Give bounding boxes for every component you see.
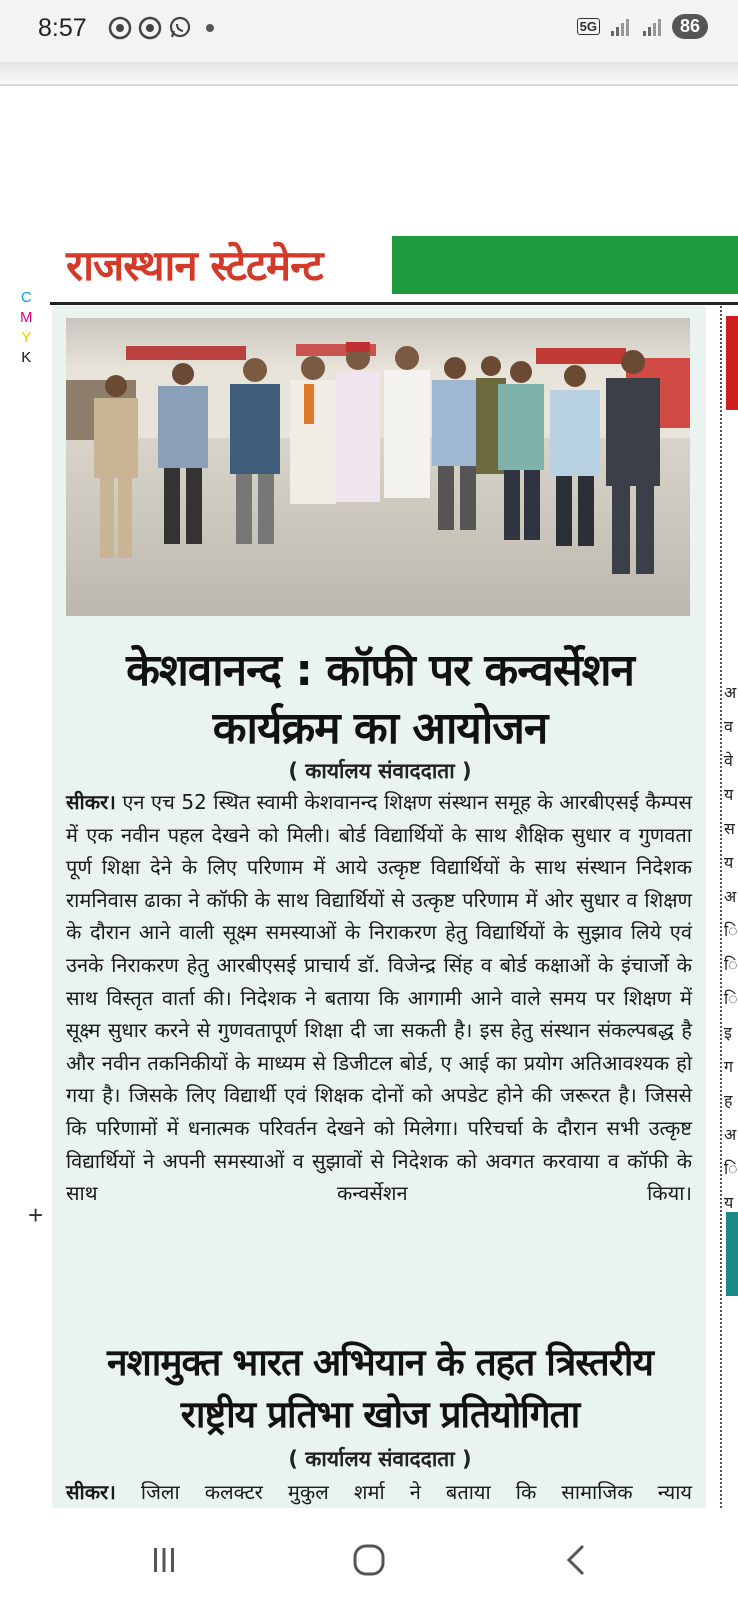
status-bar bbox=[0, 0, 738, 62]
adjacent-char: अ bbox=[724, 1125, 737, 1144]
cmyk-y: Y bbox=[21, 329, 32, 346]
adjacent-char: अ bbox=[724, 683, 737, 702]
adjacent-char: स bbox=[724, 819, 735, 838]
dot-icon bbox=[198, 16, 222, 40]
adjacent-char: ि bbox=[724, 921, 738, 940]
adjacent-char: व bbox=[724, 717, 733, 736]
article1-body-text: एन एच 52 स्थित स्वामी केशवानन्द शिक्षण संस्थान समूह के आरबीएसई कैम्पस में एक नवीन पहल देखने को मिली। बोर्ड विद्यार्थियों के साथ शैक्षिक सुधार व गुणवता पूर्ण शिक्षा देने के लिए परिणाम में आये उत्कृष्ट विद्यार्थियों के साथ संस्थान निदेशक रामनिवास ढाका ने कॉफी के साथ विद्यार्थियों से उत्कृष्ट परिणाम में ओर सुधार व शिक्षण के दौरान आने वाली सूक्ष्म समस्याओं के निराकरण हेतु विद्यार्थियों के सुझाव लिये एवं उनके निराकरण हेतु आरबीएसई प्राचार्य डॉ. विजेन्द्र सिंह व बोर्ड कक्षाओं के इंचार्जो के साथ विस्तृत वार्ता की। निदेशक ने बताया कि आगामी आने वाले समय पर शिक्षण में सूक्ष्म सुधार करने से गुणवतापूर्ण शिक्षा दी जा सकती है। इस हेतु संस्थान संकल्पबद्ध है और नवीन तकनिकीयों के माध्यम से डिजीटल बोर्ड, ए आई का प्रयोग अतिआवश्यक हो गया है। जिसके लिए विद्यार्थी एवं शिक्षक दोनों को अपडेट होने की जरूरत है। जिससे कि परिणामों में धनात्मक परिवर्तन देखने को मिलेगा। परिचर्चा के दौरान सभी उत्कृष्ट विद्यार्थियों ने अपनी समस्याओं व सुझावों से निदेशक को अवगत करवाया व कॉफी के साथ कन्वर्सेशन किया। bbox=[66, 790, 692, 1206]
adjacent-char: य bbox=[724, 853, 734, 872]
notification-icons bbox=[108, 16, 222, 40]
adjacent-column-text bbox=[724, 676, 738, 1220]
network-type: 5G bbox=[577, 18, 600, 35]
battery-level: 86 bbox=[672, 14, 708, 39]
recent-apps-button[interactable] bbox=[140, 1536, 188, 1584]
adjacent-red-block bbox=[726, 316, 738, 410]
chrome-icon bbox=[138, 16, 162, 40]
article1-body bbox=[66, 786, 692, 1210]
newspaper-masthead: राजस्थान स्टेटमेन्ट bbox=[66, 241, 323, 290]
back-button[interactable] bbox=[552, 1536, 600, 1584]
system-icons bbox=[577, 14, 708, 39]
cmyk-c: C bbox=[20, 289, 32, 306]
adjacent-char: ह bbox=[724, 1091, 733, 1110]
adjacent-teal-block bbox=[726, 1212, 738, 1296]
adjacent-char: ि bbox=[724, 989, 738, 1008]
chrome-icon bbox=[108, 16, 132, 40]
adjacent-char: ि bbox=[724, 955, 738, 974]
cmyk-marks bbox=[20, 288, 33, 368]
column-divider bbox=[720, 306, 722, 1508]
navigation-bar bbox=[0, 1520, 738, 1600]
article2-byline: ( कार्यालय संवाददाता ) bbox=[288, 1447, 472, 1471]
adjacent-char: अ bbox=[724, 887, 737, 906]
article1-headline-line1: केशवानन्द : कॉफी पर कन्वर्सेशन bbox=[126, 645, 634, 696]
article2-headline-line2: राष्ट्रीय प्रतिभा खोज प्रतियोगिता bbox=[180, 1393, 580, 1436]
adjacent-char: य bbox=[724, 1193, 734, 1212]
adjacent-char: ि bbox=[724, 1159, 738, 1178]
status-time: 8:57 bbox=[38, 14, 87, 42]
adjacent-char: वे bbox=[724, 751, 733, 770]
home-button[interactable] bbox=[345, 1536, 393, 1584]
signal-icon bbox=[608, 15, 632, 39]
group-photo-illustration bbox=[66, 318, 690, 616]
adjacent-char: य bbox=[724, 785, 734, 804]
adjacent-char: इ bbox=[724, 1023, 732, 1042]
article1-byline: ( कार्यालय संवाददाता ) bbox=[288, 759, 472, 783]
article-photo[interactable] bbox=[66, 318, 690, 616]
cmyk-k: K bbox=[21, 349, 32, 366]
status-divider bbox=[0, 62, 738, 86]
article1-dateline: सीकर। bbox=[66, 790, 116, 814]
registration-plus: + bbox=[28, 1200, 44, 1230]
home-icon bbox=[351, 1542, 387, 1578]
adjacent-char: ग bbox=[724, 1057, 734, 1076]
article2-body bbox=[66, 1476, 692, 1508]
article2-body-text: जिला कलक्टर मुकुल शर्मा ने बताया कि सामाजिक न्याय bbox=[115, 1480, 692, 1504]
signal-icon bbox=[640, 15, 664, 39]
cmyk-m: M bbox=[20, 309, 33, 326]
article2-dateline: सीकर। bbox=[66, 1480, 116, 1504]
article2-headline-line1: नशामुक्त भारत अभियान के तहत त्रिस्तरीय bbox=[107, 1341, 653, 1384]
recent-apps-icon bbox=[148, 1544, 180, 1576]
masthead-green-band bbox=[392, 236, 738, 294]
masthead-rule bbox=[50, 302, 738, 305]
article1-headline-line2: कार्यक्रम का आयोजन bbox=[212, 703, 548, 754]
whatsapp-icon bbox=[168, 16, 192, 40]
back-icon bbox=[561, 1543, 591, 1577]
